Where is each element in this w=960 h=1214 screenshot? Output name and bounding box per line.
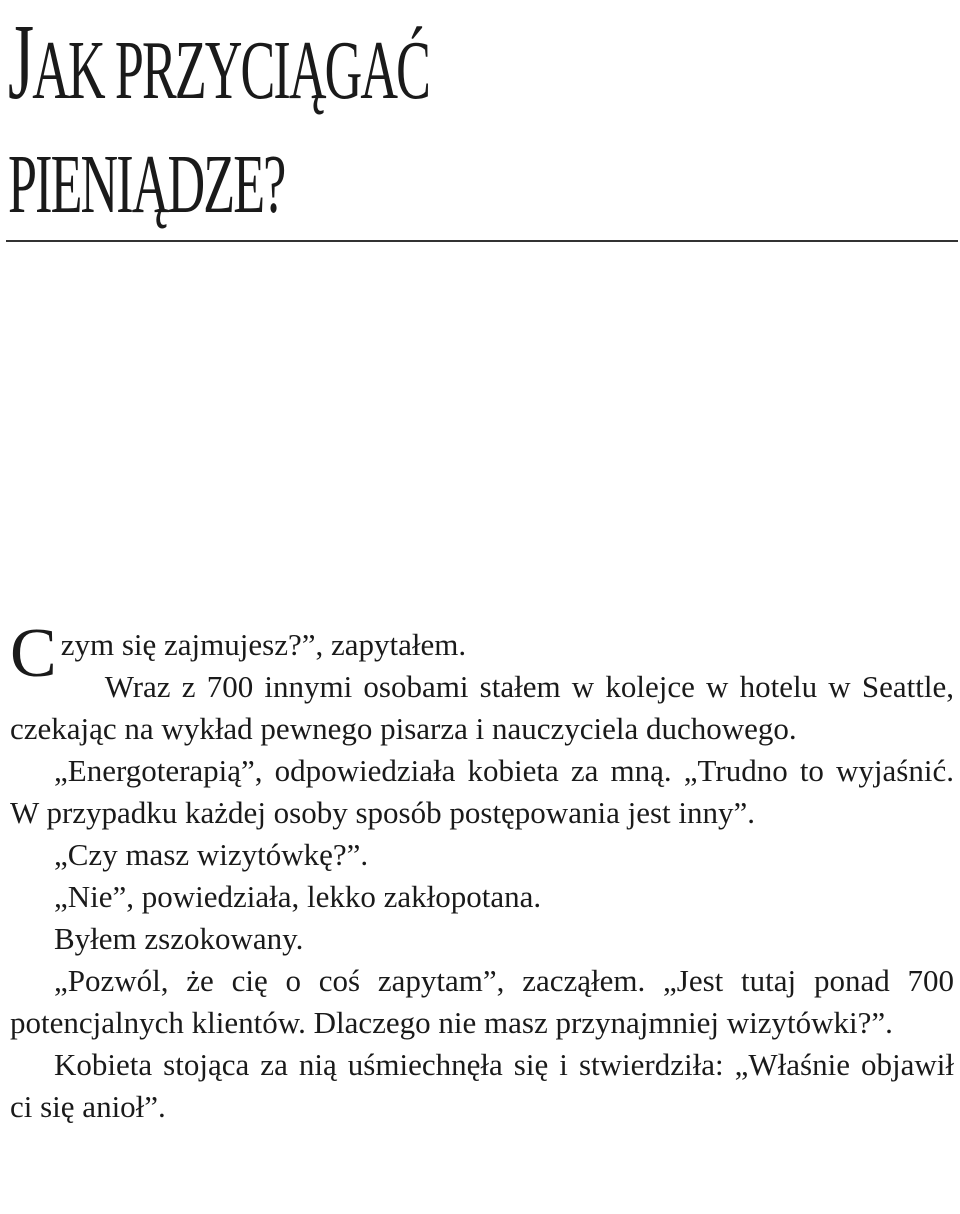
title-initial: J	[8, 3, 33, 122]
paragraph-6: Byłem zszokowany.	[54, 921, 304, 956]
chapter-body	[10, 615, 954, 1128]
paragraph-7: „Pozwól, że cię o coś zapytam”, zacząłem. „Jest tutaj ponad 700 potencjalnych klientów. Dlaczego nie masz przynajmniej wizytówki?”.	[10, 963, 954, 1040]
title-line-1-rest: AK PRZYCIĄGAĆ	[32, 24, 430, 117]
paragraph-5: „Nie”, powiedziała, lekko zakłopotana.	[54, 879, 542, 914]
chapter-title-line-1	[8, 3, 430, 128]
chapter-title	[8, 3, 430, 242]
paragraph-2: Wraz z 700 innymi osobami stałem w kolejce w hotelu w Seattle, czekając na wykład pewnego pisarza i nauczyciela duchowego.	[10, 669, 954, 746]
title-divider	[6, 240, 958, 242]
paragraph-4: „Czy masz wizytówkę?”.	[54, 837, 369, 872]
paragraph-8: Kobieta stojąca za nią uśmiechnęła się i stwierdziła: „Właśnie objawił ci się anioł”.	[10, 1047, 954, 1124]
paragraph-1-text: zym się zajmujesz?”, zapytałem.	[60, 627, 467, 662]
paragraph-3: „Energoterapią”, odpowiedziała kobieta za mną. „Trudno to wyjaśnić. W przypadku każdej osoby sposób postępowania jest inny”.	[10, 753, 954, 830]
drop-cap: C	[10, 615, 57, 692]
paragraph-1	[10, 615, 954, 692]
chapter-title-line-2: PIENIĄDZE?	[8, 138, 285, 231]
